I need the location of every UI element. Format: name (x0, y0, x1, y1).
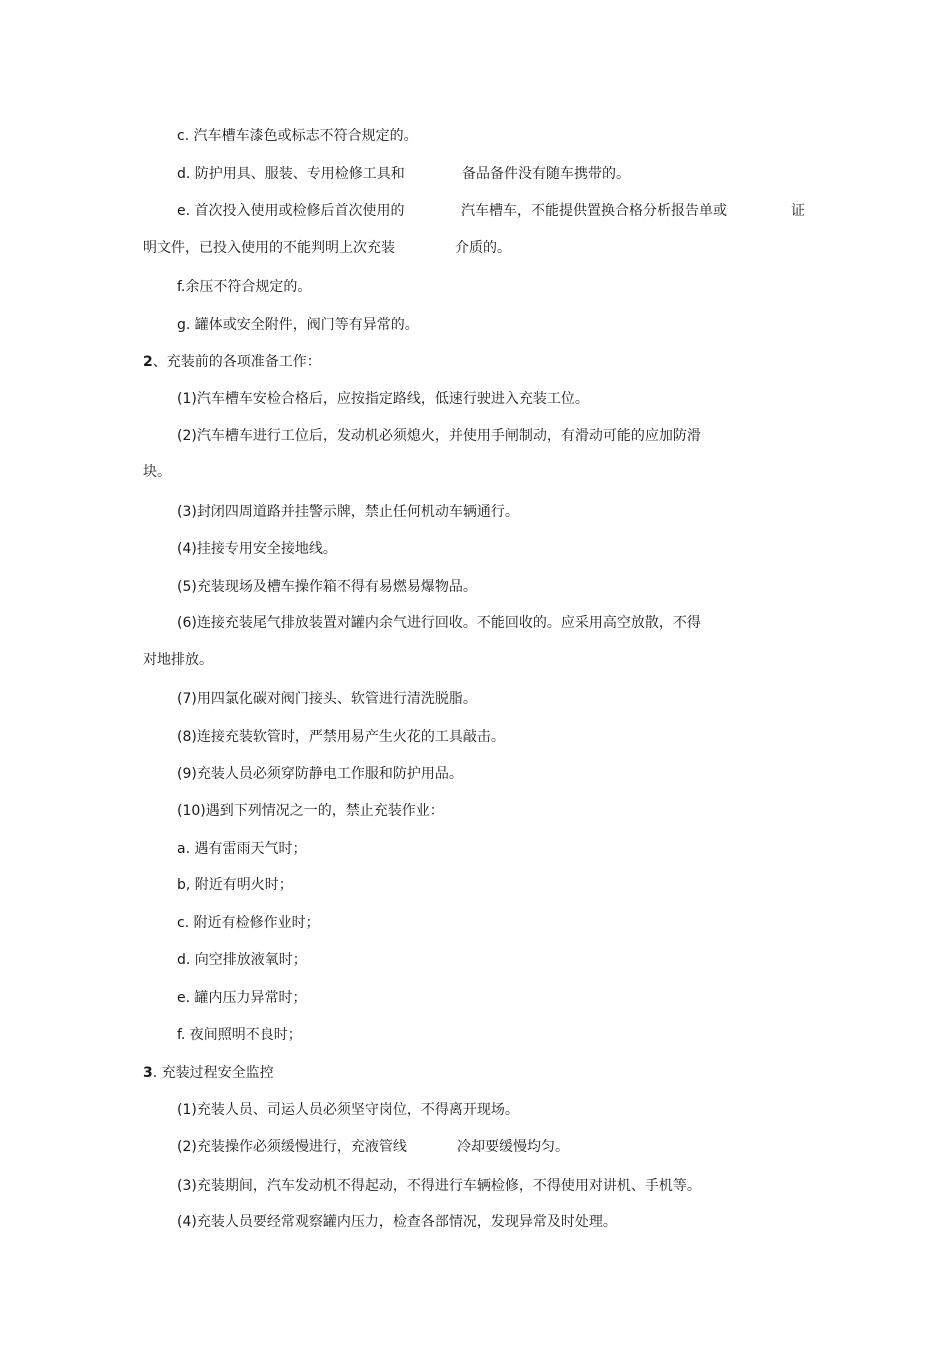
section-2-item: (2)汽车槽车进行工位后，发动机必须熄火，并使用手闸制动，有滑动可能的应加防滑 (177, 428, 701, 444)
section-2-item-continued: 块。 (143, 464, 171, 480)
section-2-heading: 2、充装前的各项准备工作： (143, 354, 321, 370)
section-2-item: (4)挂接专用安全接地线。 (177, 541, 337, 557)
item-f: f.余压不符合规定的。 (177, 279, 312, 295)
section-2-item: (9)充装人员必须穿防静电工作服和防护用品。 (177, 766, 463, 782)
condition-item: a. 遇有雷雨天气时； (177, 841, 307, 857)
section-2-item: (10)遇到下列情况之一的，禁止充装作业： (177, 803, 444, 819)
section-3-item: (4)充装人员要经常观察罐内压力，检查各部情况，发现异常及时处理。 (177, 1214, 617, 1230)
section-2-item-continued: 对地排放。 (143, 652, 213, 668)
section-2-item: (5)充装现场及槽车操作箱不得有易燃易爆物品。 (177, 579, 477, 595)
section-2-item: (7)用四氯化碳对阀门接头、软管进行清洗脱脂。 (177, 691, 477, 707)
section-3-item: (3)充装期间，汽车发动机不得起动，不得进行车辆检修，不得使用对讲机、手机等。 (177, 1178, 701, 1194)
section-3-item: (1)充装人员、司运人员必须坚守岗位，不得离开现场。 (177, 1102, 519, 1118)
section-3-heading: 3. 充装过程安全监控 (143, 1065, 274, 1081)
section-2-item: (8)连接充装软管时，严禁用易产生火花的工具敲击。 (177, 729, 505, 745)
condition-item: b, 附近有明火时； (177, 877, 293, 893)
condition-item: e. 罐内压力异常时； (177, 990, 307, 1006)
condition-item: f. 夜间照明不良时； (177, 1027, 302, 1043)
condition-item: c. 附近有检修作业时； (177, 915, 320, 931)
section-2-item: (3)封闭四周道路并挂警示牌，禁止任何机动车辆通行。 (177, 504, 519, 520)
section-2-item: (1)汽车槽车安检合格后，应按指定路线，低速行驶进入充装工位。 (177, 391, 589, 407)
item-g: g. 罐体或安全附件，阀门等有异常的。 (177, 317, 419, 333)
document-page: c. 汽车槽车漆色或标志不符合规定的。 d. 防护用具、服装、专用检修工具和 备品备件没有随车携带的。 e. 首次投入使用或检修后首次使用的 汽车槽车，不能提供置换合格分析报告单或 证 明文件，已投入使用的不能判明上次充装 介质的。 f.余压不符合规定的。 g. 罐体或安全附件，阀门等有异常的。 2、充装前的各项准备工作： (1)汽车槽车安检合格后，应按指定路线，低速行驶进入充装工位。 (2)汽车槽车进行工位后，发动机必须熄火，并使用手闸制动，有滑动可能的应加防滑 块。 (3)封闭四周道路并挂警示牌，禁止任何机动车辆通行。 (4)挂接专用安全接地线。 (5)充装现场及槽车操作箱不得有易燃易爆物品。 (6)连接充装尾气排放装置对罐内余气进行回收。不能回收的。应采用高空放散，不得 对地排放。 (7)用四氯化碳对阀门接头、软管进行清洗脱脂。 (8)连接充装软管时，严禁用易产生火花的工具敲击。 (9)充装人员必须穿防静电工作服和防护用品。 (10)遇到下列情况之一的，禁止充装作业： a. 遇有雷雨天气时； b, 附近有明火时； c. 附近有检修作业时； d. 向空排放液氧时； e. 罐内压力异常时； f. 夜间照明不良时； 3. 充装过程安全监控 (1)充装人员、司运人员必须坚守岗位，不得离开现场。 (2)充装操作必须缓慢进行，充液管线 冷却要缓慢均匀。 (3)充装期间，汽车发动机不得起动，不得进行车辆检修，不得使用对讲机、手机等。 (4)充装人员要经常观察罐内压力，检查各部情况，发现异常及时处理。 (143, 128, 805, 1230)
section-2-item: (6)连接充装尾气排放装置对罐内余气进行回收。不能回收的。应采用高空放散，不得 (177, 615, 701, 631)
condition-item: d. 向空排放液氧时； (177, 952, 307, 968)
item-c: c. 汽车槽车漆色或标志不符合规定的。 (177, 128, 418, 144)
